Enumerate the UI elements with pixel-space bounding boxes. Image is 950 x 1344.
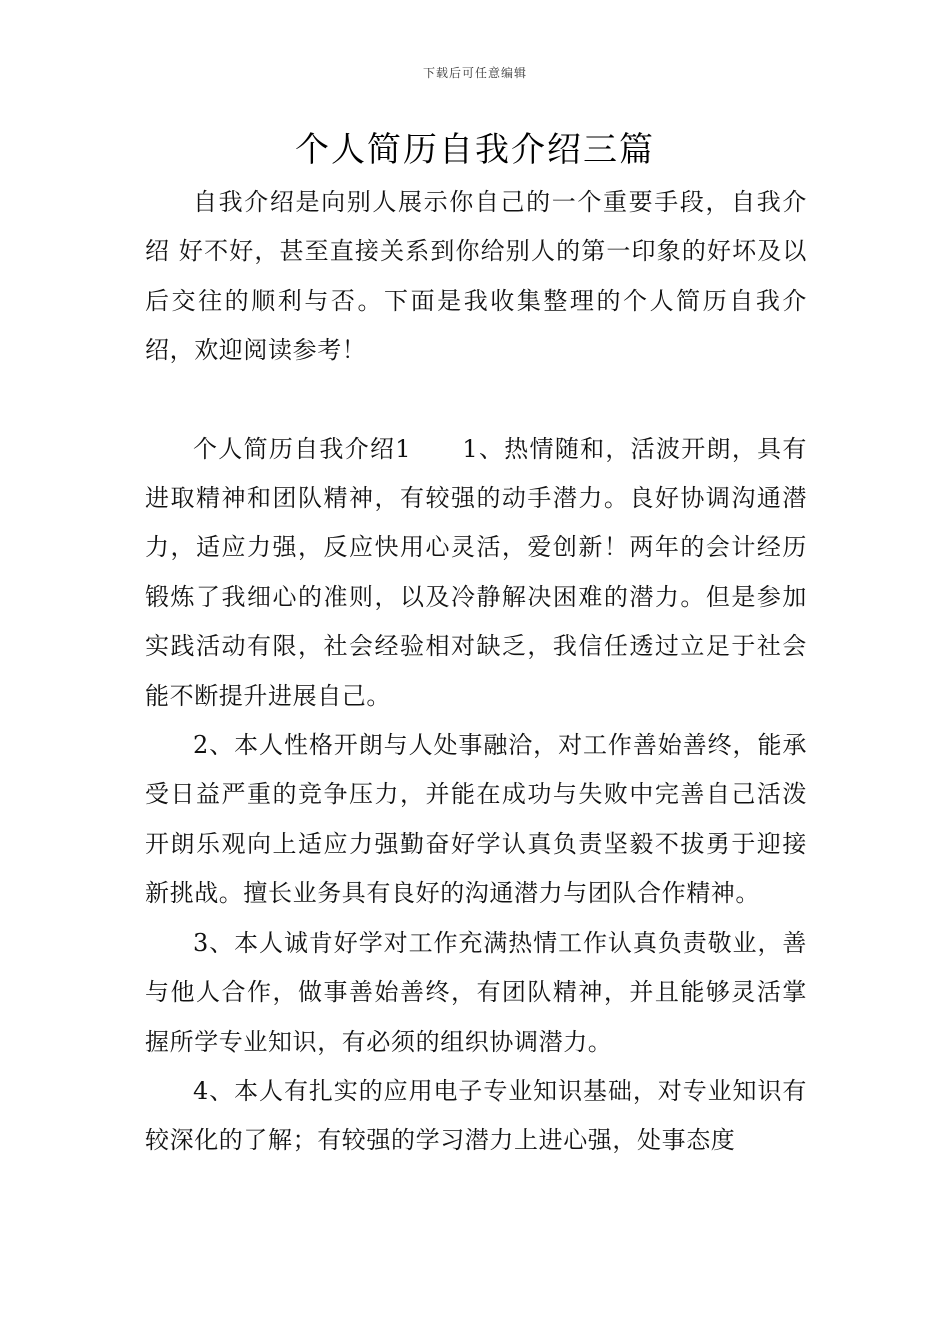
- header-note: 下载后可任意编辑: [422, 66, 527, 80]
- intro-paragraph: 自我介绍是向别人展示你自己的一个重要手段，自我介绍 好不好，甚至直接关系到你给别人的第一印象的好坏及以后交往的顺利与否。下面是我收集整理的个人简历自我介绍，欢迎阅读参考！: [145, 188, 807, 365]
- paragraph-item-4: 4、本人有扎实的应用电子专业知识基础，对专业知识有较深化的了解；有较强的学习潜力上进心强，处事态度: [145, 1076, 807, 1155]
- paragraph-item-3: 3、本人诚肯好学对工作充满热情工作认真负责敬业，善与他人合作，做事善始善终，有团队精神，并且能够灵活掌握所学专业知识，有必须的组织协调潜力。: [145, 928, 807, 1056]
- document-body: [145, 178, 807, 1166]
- document-title: 个人简历自我介绍三篇: [295, 130, 655, 170]
- paragraph-item-2: 2、本人性格开朗与人处事融洽，对工作善始善终，能承受日益严重的竞争压力，并能在成功与失败中完善自己活泼开朗乐观向上适应力强勤奋好学认真负责坚毅不拔勇于迎接新挑战。擅长业务具有良好的沟通潜力与团队合作精神。: [145, 731, 807, 908]
- paragraph-item-1: 个人简历自我介绍1 1、热情随和，活波开朗，具有进取精神和团队精神，有较强的动手潜力。良好协调沟通潜力，适应力强，反应快用心灵活，爱创新！两年的会计经历锻炼了我细心的准则，以及冷静解决困难的潜力。但是参加实践活动有限，社会经验相对缺乏，我信任透过立足于社会能不断提升进展自己。: [145, 434, 807, 710]
